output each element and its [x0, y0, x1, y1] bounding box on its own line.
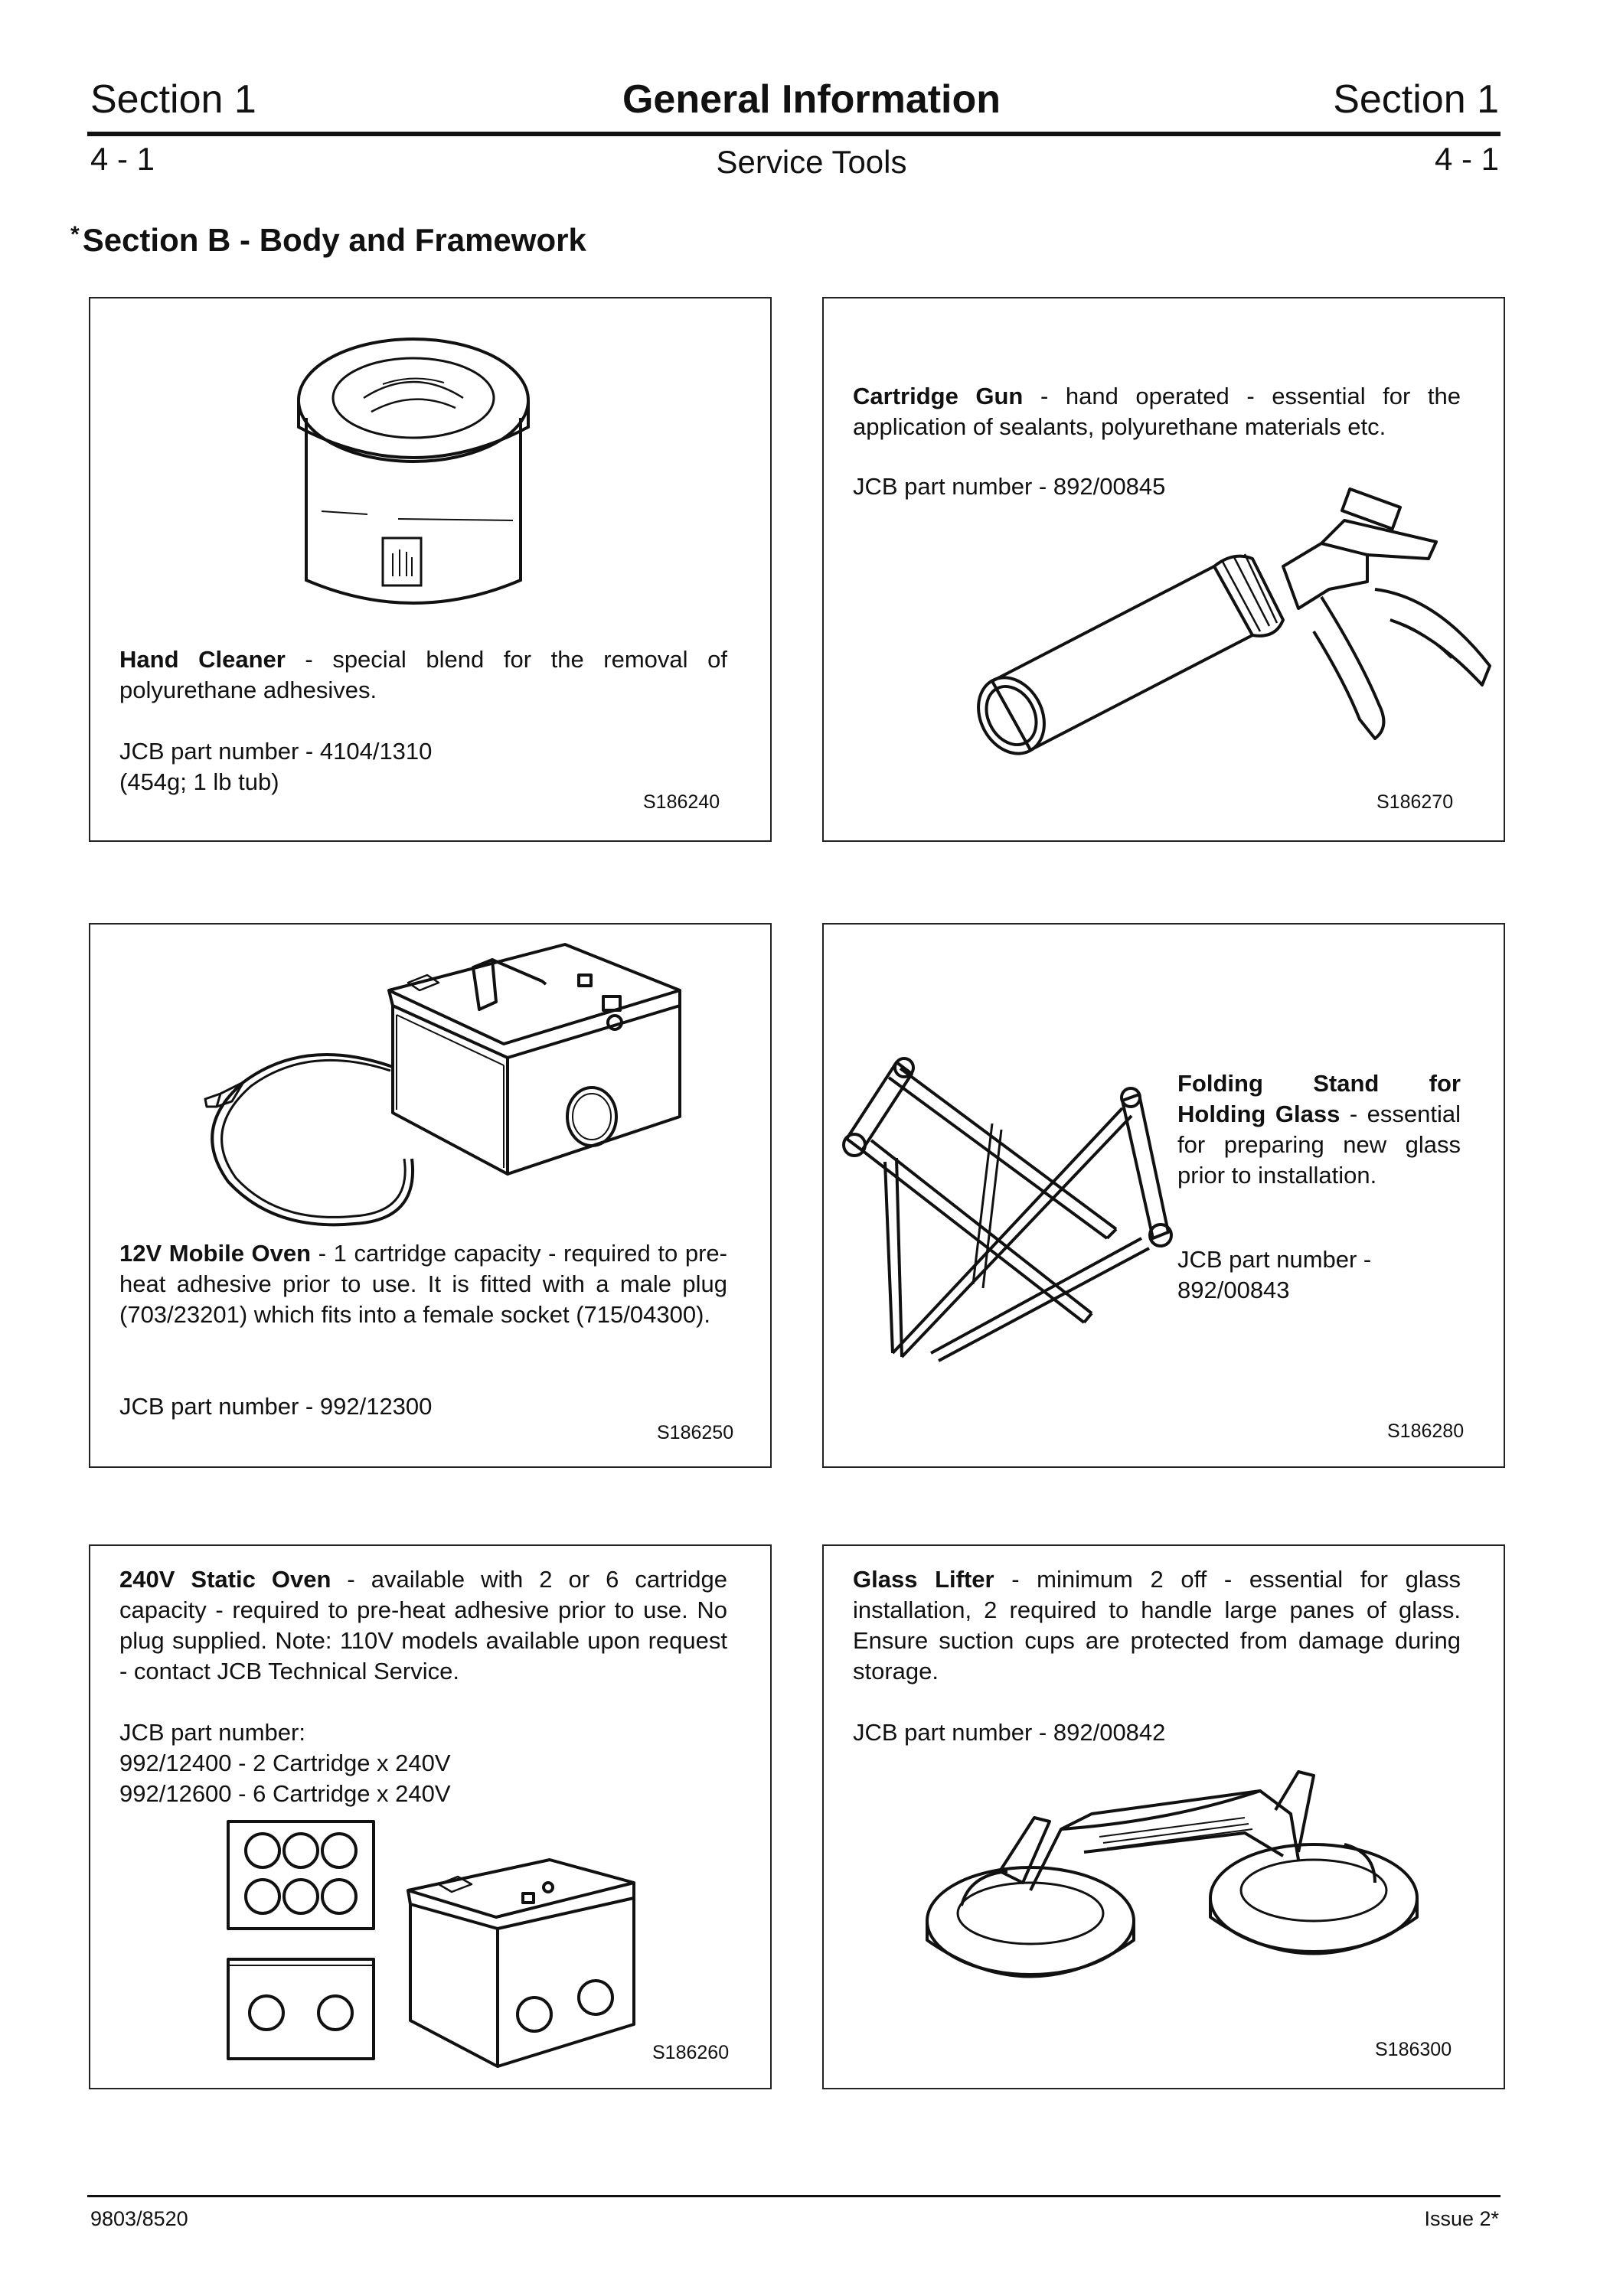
section-heading-text: Section B - Body and Framework: [82, 222, 586, 258]
cartridge-gun-illustration: [962, 475, 1497, 796]
folding-stand-description: [1177, 1068, 1461, 1191]
page-number-left: 4 - 1: [90, 141, 155, 177]
section-heading: [70, 222, 586, 259]
page-number-right: 4 - 1: [1434, 141, 1499, 177]
mobile-oven-name: 12V Mobile Oven: [119, 1240, 312, 1267]
glass-lifter-part-number: JCB part number - 892/00842: [853, 1719, 1166, 1746]
folding-stand-illustration: [839, 1032, 1176, 1368]
cartridge-gun-desc-text: - hand operated - essential for the application of sealants, polyurethane materials etc.: [853, 383, 1461, 440]
document-number: 9803/8520: [90, 2207, 188, 2230]
panel-mobile-oven: [89, 923, 772, 1468]
static-oven-part-6-cartridge: 992/12600 - 6 Cartridge x 240V: [119, 1780, 451, 1807]
hand-cleaner-tub-illustration: [291, 328, 536, 626]
mobile-oven-illustration: [190, 929, 695, 1235]
static-oven-illustration: [220, 1814, 649, 2074]
mobile-oven-description: [119, 1238, 727, 1330]
header-title: General Information: [622, 77, 1001, 122]
static-oven-part-number: JCB part number:: [119, 1719, 305, 1746]
cartridge-gun-name: Cartridge Gun: [853, 383, 1024, 409]
static-oven-name: 240V Static Oven: [119, 1566, 331, 1593]
glass-lifter-figure-code: S186300: [1375, 2039, 1452, 2060]
footer-rule: [87, 2195, 1501, 2197]
cartridge-gun-description: [853, 381, 1461, 442]
panel-glass-lifter: [822, 1544, 1505, 2089]
hand-cleaner-part-number: JCB part number - 4104/1310: [119, 738, 433, 765]
issue-number: Issue 2*: [1424, 2207, 1499, 2230]
hand-cleaner-name: Hand Cleaner: [119, 646, 286, 673]
glass-lifter-illustration: [916, 1768, 1436, 2020]
static-oven-desc-text: - available with 2 or 6 cartridge capacity - required to pre-heat adhesive prior to use. No plug supplied. Note: 110V models available upon request - contact JCB Technical Service.: [119, 1566, 727, 1684]
hand-cleaner-desc-text: - special blend for the removal of polyurethane adhesives.: [119, 646, 727, 703]
header-section-left: Section 1: [90, 77, 256, 122]
hand-cleaner-description: [119, 644, 727, 706]
revision-marker: *: [70, 222, 80, 247]
folding-stand-name: Folding Stand for Holding Glass: [1177, 1070, 1461, 1127]
header-rule: [87, 132, 1501, 136]
panel-folding-stand: [822, 923, 1505, 1468]
hand-cleaner-size: (454g; 1 lb tub): [119, 768, 279, 795]
static-oven-figure-code: S186260: [652, 2042, 730, 2063]
folding-stand-part-number: JCB part number - 892/00843: [1177, 1246, 1372, 1303]
panel-static-oven: [89, 1544, 772, 2089]
mobile-oven-part-number: JCB part number - 992/12300: [119, 1393, 433, 1420]
hand-cleaner-figure-code: S186240: [643, 791, 720, 813]
mobile-oven-desc-text: - 1 cartridge capacity - required to pre-heat adhesive prior to use. It is fitted with a male plug (703/23201) which fits into a female socket (715/04300).: [119, 1240, 727, 1328]
static-oven-description: [119, 1564, 727, 1687]
panel-hand-cleaner: [89, 297, 772, 842]
cartridge-gun-figure-code: S186270: [1376, 791, 1454, 813]
glass-lifter-name: Glass Lifter: [853, 1566, 994, 1593]
mobile-oven-figure-code: S186250: [657, 1422, 734, 1443]
header-section-right: Section 1: [1333, 77, 1499, 122]
static-oven-part-2-cartridge: 992/12400 - 2 Cartridge x 240V: [119, 1750, 451, 1776]
glass-lifter-description: [853, 1564, 1461, 1687]
folding-stand-figure-code: S186280: [1387, 1420, 1465, 1442]
panel-cartridge-gun: [822, 297, 1505, 842]
cartridge-gun-part-number: JCB part number - 892/00845: [853, 473, 1166, 500]
glass-lifter-desc-text: - minimum 2 off - essential for glass installation, 2 required to handle large panes of glass. Ensure suction cups are protected from damage during storage.: [853, 1566, 1461, 1684]
page-subtitle: Service Tools: [716, 144, 907, 180]
folding-stand-desc-text: - essential for preparing new glass prior to installation.: [1177, 1101, 1461, 1189]
